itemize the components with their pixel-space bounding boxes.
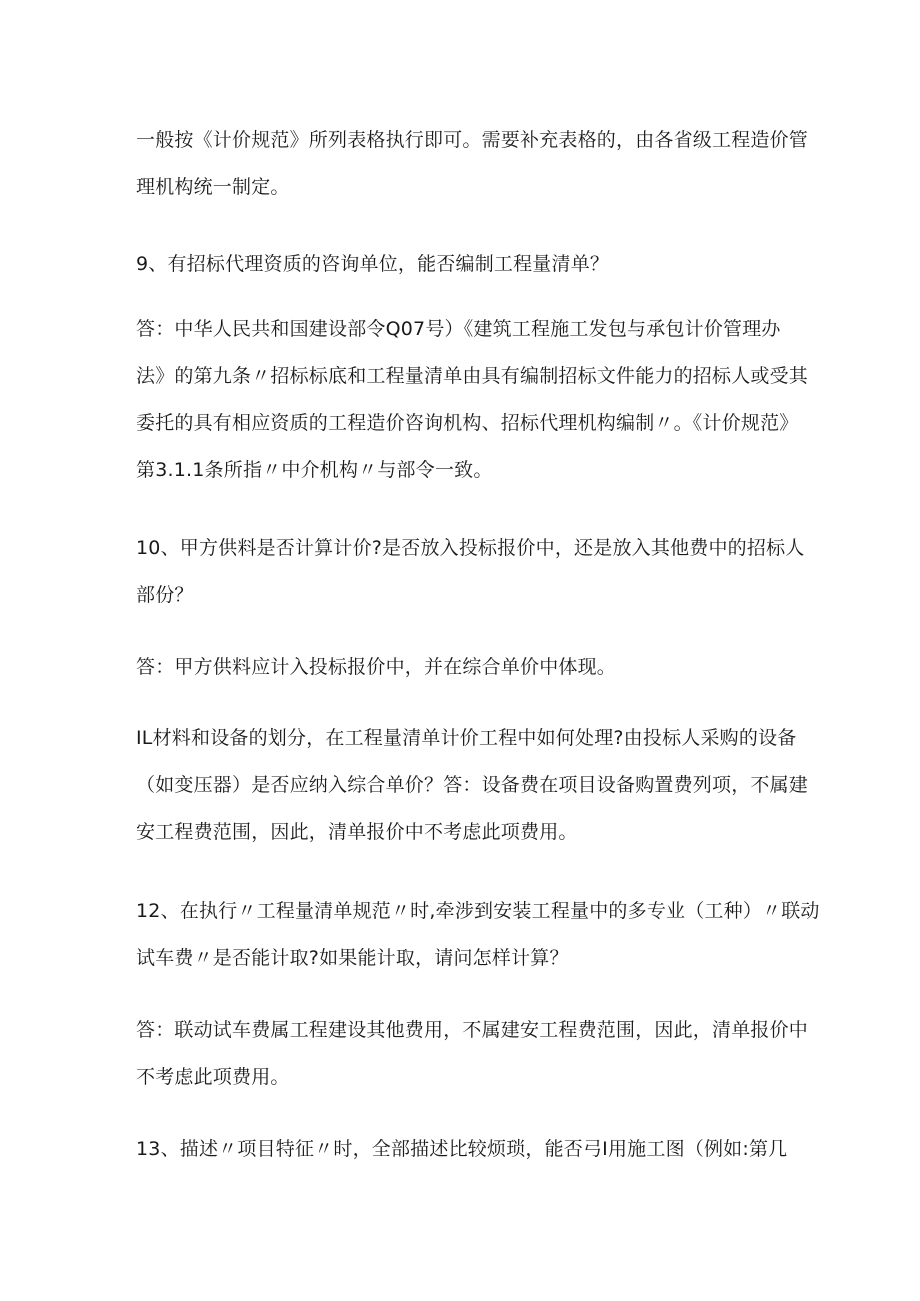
text-line: 试车费〃是否能计取?如果能计取，请问怎样计算？ <box>136 947 569 969</box>
text-line: 委托的具有相应资质的工程造价咨询机构、招标代理机构编制〃。《计价规范》 <box>136 412 799 434</box>
answer-10 <box>136 644 796 691</box>
paragraph-table-rule <box>136 117 809 211</box>
text-line: 12、在执行〃工程量清单规范〃时,牵涉到安装工程量中的多专业（工种）〃联动 <box>136 900 820 922</box>
text-line: 答：中华人民共和国建设部令Q07号）《建筑工程施工发包与承包计价管理办 <box>136 318 781 340</box>
answer-12 <box>136 1007 809 1101</box>
text-line: 10、甲方供料是否计算计价?是否放入投标报价中，还是放入其他费中的招标人 <box>136 537 805 559</box>
question-12 <box>136 888 820 982</box>
text-line: （如变压器）是否应纳入综合单价？答：设备费在项目设备购置费列项，不属建 <box>136 774 809 796</box>
question-9 <box>136 241 796 288</box>
text-line: 第3.1.1条所指〃中介机构〃与部令一致。 <box>136 459 493 481</box>
text-line: 不考虑此项费用。 <box>136 1066 290 1088</box>
text-line: 部份？ <box>136 584 194 606</box>
text-line: 13、描述〃项目特征〃时，全部描述比较烦琐，能否弓I用施工图（例如:第几 <box>136 1138 788 1160</box>
text-line: 一般按《计价规范》所列表格执行即可。需要补充表格的，由各省级工程造价管 <box>136 129 809 151</box>
text-line: 理机构统一制定。 <box>136 176 290 198</box>
text-line: 9、有招标代理资质的咨询单位，能否编制工程量清单？ <box>136 253 610 275</box>
question-13 <box>136 1126 796 1173</box>
text-line: 法》的第九条〃招标标底和工程量清单由具有编制招标文件能力的招标人或受其 <box>136 365 809 387</box>
question-10 <box>136 525 805 619</box>
text-line: IL材料和设备的划分，在工程量清单计价工程中如何处理?由投标人采购的设备 <box>136 727 797 749</box>
text-line: 安工程费范围，因此，清单报价中不考虑此项费用。 <box>136 821 578 843</box>
text-line: 答：联动试车费属工程建设其他费用，不属建安工程费范围，因此，清单报价中 <box>136 1019 809 1041</box>
question-answer-11 <box>136 715 809 856</box>
text-line: 答：甲方供料应计入投标报价中，并在综合单价中体现。 <box>136 656 617 678</box>
answer-9 <box>136 306 809 494</box>
